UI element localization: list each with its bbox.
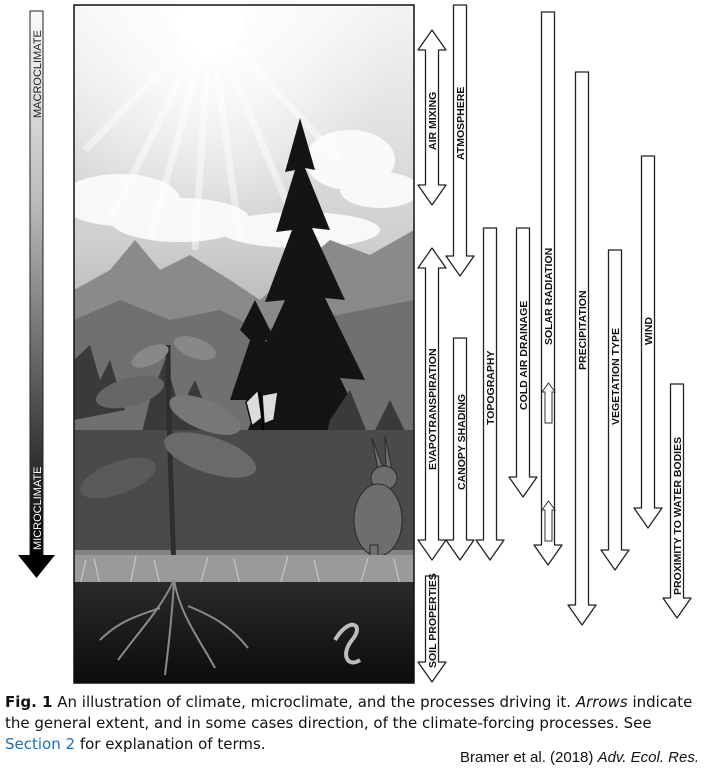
evapotranspiration-label: EVAPOTRANSPIRATION	[427, 348, 439, 470]
wind-label: WIND	[643, 317, 655, 345]
macroclimate-label: MACROCLIMATE	[32, 30, 44, 118]
caption-text-c: for explanation of terms.	[75, 735, 266, 753]
microclimate-label: MICROCLIMATE	[32, 466, 44, 550]
cold-air-drainage-label: COLD AIR DRAINAGE	[518, 300, 530, 410]
precipitation-label: PRECIPITATION	[577, 290, 589, 370]
grass-strip	[74, 555, 414, 585]
air-mixing-label: AIR MIXING	[427, 91, 439, 150]
soil	[74, 582, 414, 683]
solar-radiation-label: SOLAR RADIATION	[543, 247, 555, 345]
process-arrows	[418, 5, 691, 682]
credit-journal: Adv. Ecol. Res.	[597, 749, 699, 766]
credit-authors: Bramer et al. (2018)	[460, 749, 598, 766]
soil-properties-label: SOIL PROPERTIES	[427, 573, 439, 668]
source-credit	[460, 749, 699, 766]
landscape-illustration	[60, 0, 420, 683]
section-2-link[interactable]: Section 2	[5, 735, 76, 753]
caption-text-b: indicate the general extent, and in some cases direction, of the climate-forcing processes. See	[5, 693, 693, 732]
figure-label: Fig. 1	[5, 693, 53, 711]
proximity-to-water-bodies-label: PROXIMITY TO WATER BODIES	[672, 436, 684, 595]
vegetation-type-label: VEGETATION TYPE	[610, 327, 622, 425]
caption-text-a: An illustration of climate, microclimate, and the processes driving it.	[57, 693, 576, 711]
figure-caption	[5, 692, 705, 755]
canopy-shading-label: CANOPY SHADING	[456, 393, 468, 490]
caption-arrows-word: Arrows	[575, 693, 628, 711]
atmosphere-label: ATMOSPHERE	[455, 86, 467, 160]
topography-label: TOPOGRAPHY	[485, 350, 497, 425]
